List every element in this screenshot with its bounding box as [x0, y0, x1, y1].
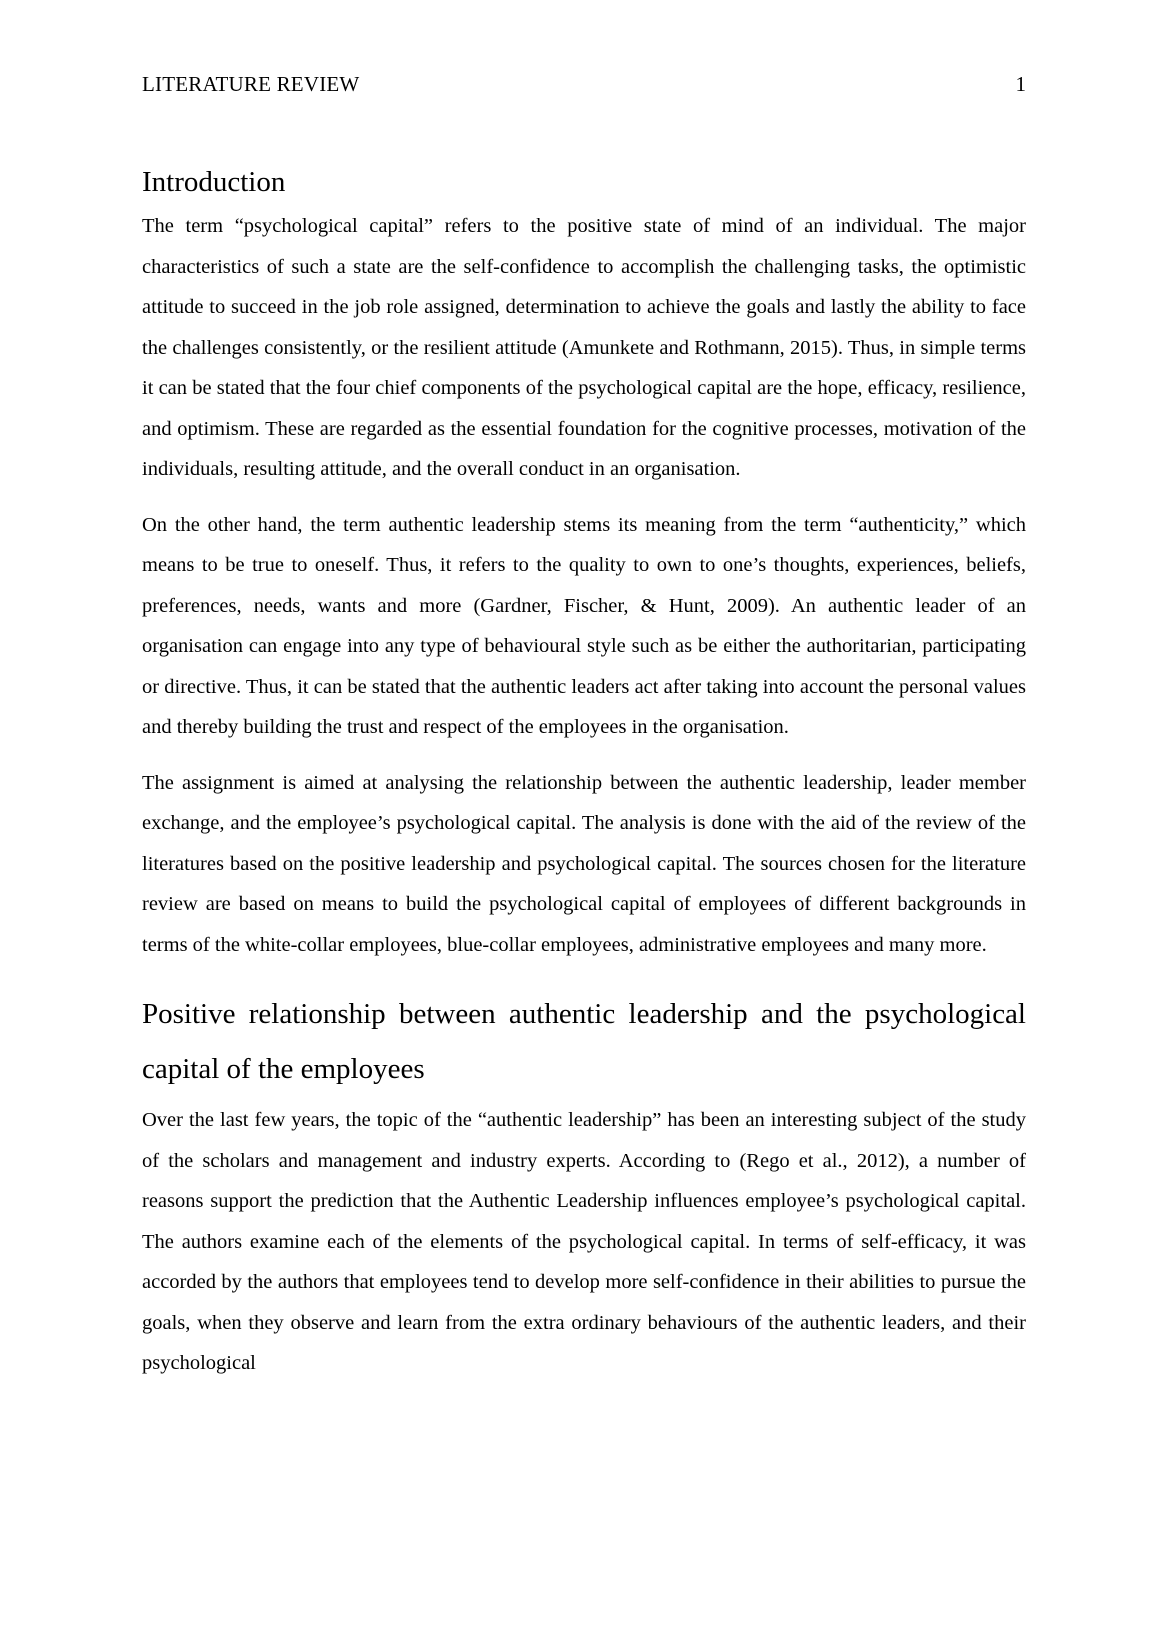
paragraph: Over the last few years, the topic of the “authentic leadership” has been an interesting subject of the study of the scholars and management and industry experts. According to (Rego et al., 2012), a number of reasons support the prediction that the Authentic Leadership influences employee’s psychological capital. The authors examine each of the elements of the psychological capital. In terms of self-efficacy, it was accorded by the authors that employees tend to develop more self-confidence in their abilities to pursue the goals, when they observe and learn from the extra ordinary behaviours of the authentic leaders, and their psychological — [142, 1109, 1026, 1374]
page-number: 1 — [1015, 72, 1026, 96]
heading-introduction: Introduction — [142, 166, 286, 198]
running-title: LITERATURE REVIEW — [142, 72, 360, 96]
heading-positive-relationship: Positive relationship between authentic leadership and the psychological capital of the employees — [142, 998, 1026, 1085]
paragraph: On the other hand, the term authentic leadership stems its meaning from the term “authenticity,” which means to be true to oneself. Thus, it refers to the quality to own to one’s thoughts, experiences, beliefs, preferences, needs, wants and more (Gardner, Fischer, & Hunt, 2009). An authentic leader of an organisation can engage into any type of behavioural style such as be either the authoritarian, participating or directive. Thus, it can be stated that the authentic leaders act after taking into account the personal values and thereby building the trust and respect of the employees in the organisation. — [142, 513, 1026, 738]
document-body — [142, 162, 1026, 1399]
running-header — [142, 70, 1026, 98]
paragraph: The term “psychological capital” refers to the positive state of mind of an individual. The major characteristics of such a state are the self-confidence to accomplish the challenging tasks, the optimistic attitude to succeed in the job role assigned, determination to achieve the goals and lastly the ability to face the challenges consistently, or the resilient attitude (Amunkete and Rothmann, 2015). Thus, in simple terms it can be stated that the four chief components of the psychological capital are the hope, efficacy, resilience, and optimism. These are regarded as the essential foundation for the cognitive processes, motivation of the individuals, resulting attitude, and the overall conduct in an organisation. — [142, 215, 1026, 480]
document-page — [142, 0, 1026, 1638]
paragraph: The assignment is aimed at analysing the relationship between the authentic leadership, leader member exchange, and the employee’s psychological capital. The analysis is done with the aid of the review of the literatures based on the positive leadership and psychological capital. The sources chosen for the literature review are based on means to build the psychological capital of employees of different backgrounds in terms of the white-collar employees, blue-collar employees, administrative employees and many more. — [142, 771, 1026, 956]
